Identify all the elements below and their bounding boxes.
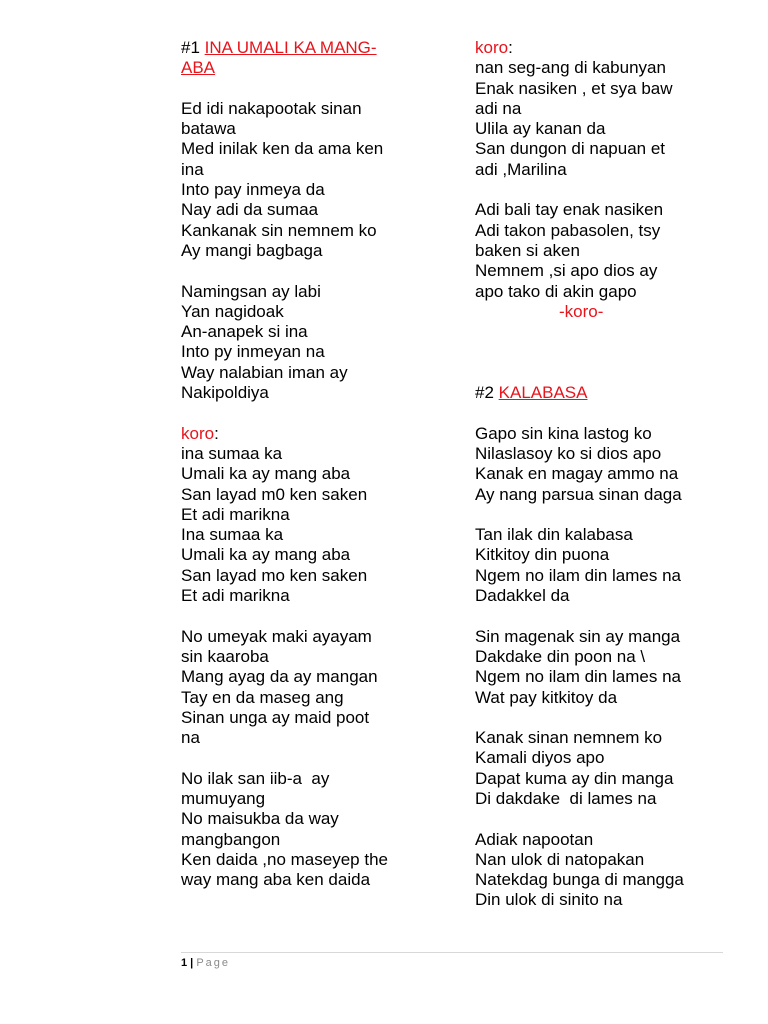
lyric-line: Kanak sinan nemnem ko [475,728,663,748]
song1-title-line1 [181,38,443,58]
song2-title-line [475,383,745,403]
right-chorus-colon: : [508,38,513,57]
song2-stanza5 [475,830,745,911]
right-chorus-heading [475,38,745,58]
song2-title: KALABASA [498,383,588,403]
lyric-line: Med inilak ken da ama ken [181,139,384,159]
lyric-line: sin kaaroba [181,646,269,666]
lyric-line: Nemnem ,si apo dios ay [475,261,658,281]
song1-stanza1 [181,99,443,261]
song2-stanza4 [475,728,745,809]
lyric-line: Nay adi da sumaa [181,200,319,220]
lyric-line: na [181,728,200,748]
lyric-line: adi na [475,98,522,118]
lyric-line: Din ulok di sinito na [475,890,623,910]
koro-marker: -koro- [559,301,604,321]
lyric-line: Gapo sin kina lastog ko [475,423,652,443]
lyric-line: Natekdag bunga di mangga [475,870,684,890]
lyric-line: mangbangon [181,829,281,849]
lyric-line: Kitkitoy din puona [475,545,610,565]
lyric-line: Way nalabian iman ay [181,362,348,382]
song1-number: #1 [181,38,205,57]
page-number: 1 [181,957,188,969]
lyric-line: Umali ka ay mang aba [181,464,351,484]
lyric-line: Ina sumaa ka [181,525,284,545]
lyric-line: Kanak en magay ammo na [475,464,679,484]
chorus-heading [181,424,443,444]
lyric-line: Kankanak sin nemnem ko [181,220,377,240]
chorus-label: koro [181,423,215,443]
lyric-line: Namingsan ay labi [181,281,321,301]
lyric-line: Ken daida ,no maseyep the [181,849,388,869]
chorus-colon: : [214,423,219,443]
lyric-line: Ngem no ilam din lames na [475,565,681,585]
lyric-line: Sinan unga ay maid poot [181,707,370,727]
song1-stanza3 [181,627,443,749]
song2-stanza3 [475,627,745,708]
lyric-line: adi ,Marilina [475,159,567,179]
song2-stanza2 [475,525,745,606]
lyric-line: No maisukba da way [181,809,339,829]
lyric-line: Umali ka ay mang aba [181,545,351,565]
lyric-line: Wat pay kitkitoy da [475,687,618,707]
lyric-line: Nan ulok di natopakan [475,849,645,869]
lyric-line: Dadakkel da [475,586,570,606]
lyric-line: Ulila ay kanan da [475,119,606,139]
lyric-line: Ay mangi bagbaga [181,240,323,260]
song1-title-cont: ABA [181,58,216,78]
lyric-line: batawa [181,119,236,139]
lyric-line: Adiak napootan [475,829,594,849]
lyric-line: Sin magenak sin ay manga [475,626,681,646]
right-chorus-label: koro [475,38,509,57]
song2-number: #2 [475,383,499,403]
lyric-line: No umeyak maki ayayam [181,626,372,646]
right-chorus [475,58,745,180]
footer-text [181,957,230,969]
lyric-line: Yan nagidoak [181,301,284,321]
lyric-line: ina [181,159,204,179]
lyric-line: Adi takon pabasolen, tsy [475,220,661,240]
lyric-line: nan seg-ang di kabunyan [475,58,666,78]
song1-title: INA UMALI KA MANG- [204,38,377,57]
lyric-line: Et adi marikna [181,586,290,606]
lyric-line: baken si aken [475,240,580,260]
lyric-line: Dakdake din poon na \ [475,646,646,666]
lyric-line: No ilak san iib-a ay [181,768,330,788]
lyric-line: Nakipoldiya [181,383,269,403]
lyric-line: An-anapek si ina [181,322,308,342]
lyric-line: ina sumaa ka [181,443,283,463]
lyric-line: Enak nasiken , et sya baw [475,78,673,98]
lyric-line: San dungon di napuan et [475,139,666,159]
lyric-line: San layad mo ken saken [181,565,368,585]
lyric-line: Ay nang parsua sinan daga [475,484,682,504]
lyric-line: Tay en da maseg ang [181,687,344,707]
page-footer [181,952,723,969]
right-column [475,38,745,911]
lyric-line: Into py inmeyan na [181,342,325,362]
lyric-line: Into pay inmeya da [181,180,325,200]
left-column [181,38,443,890]
lyric-line: Nilaslasoy ko si dios apo [475,443,662,463]
song1-stanza4 [181,769,443,891]
lyric-line: way mang aba ken daida [181,870,371,890]
footer-separator: | [187,957,197,969]
lyric-line: San layad m0 ken saken [181,484,368,504]
lyric-line: Ed idi nakapootak sinan [181,98,362,118]
song1-chorus [181,444,443,606]
song1-title-line2 [181,58,443,78]
lyric-line: mumuyang [181,788,266,808]
lyric-line: Dapat kuma ay din manga [475,768,674,788]
lyric-line: Ngem no ilam din lames na [475,667,681,687]
page-label: Page [196,957,231,969]
lyric-line: Adi bali tay enak nasiken [475,200,664,220]
lyric-line: Tan ilak din kalabasa [475,525,633,545]
lyric-line: apo tako di akin gapo [475,281,637,301]
lyric-line: Kamali diyos apo [475,748,605,768]
song1-stanza2 [181,282,443,404]
lyric-line: Mang ayag da ay mangan [181,667,378,687]
song1-stanza5 [475,200,745,301]
lyric-line: Di dakdake di lames na [475,788,657,808]
lyric-line: Et adi marikna [181,504,290,524]
song2-stanza1 [475,424,745,505]
